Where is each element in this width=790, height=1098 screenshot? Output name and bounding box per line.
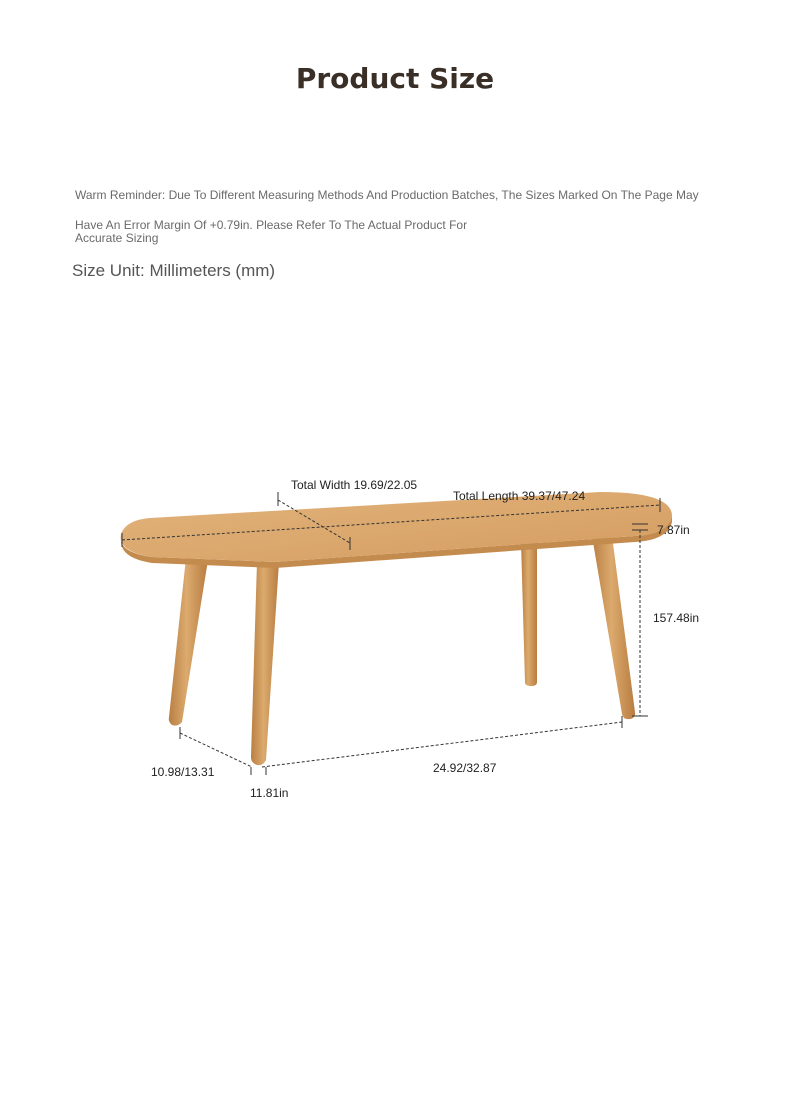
table-leg-front-left (169, 558, 208, 726)
warm-reminder-line-1: Warm Reminder: Due To Different Measuring Methods And Production Batches, The Sizes Marked On The Page May (75, 188, 699, 202)
total-length-label: Total Length 39.37/47.24 (453, 489, 586, 503)
leg-span-length-label: 24.92/32.87 (433, 761, 497, 775)
leg-span-depth-label: 10.98/13.31 (151, 765, 215, 779)
top-thickness-label: 7.87in (657, 523, 690, 537)
table-leg-back-right (521, 542, 537, 686)
size-unit-label: Size Unit: Millimeters (mm) (72, 261, 276, 280)
total-width-label: Total Width 19.69/22.05 (291, 478, 418, 492)
page-title: Product Size (295, 62, 495, 95)
table-top-surface (121, 492, 672, 562)
table-leg-front-center (251, 562, 279, 765)
height-label: 157.48in (653, 611, 700, 625)
warm-reminder-line-2: Have An Error Margin Of +0.79in. Please Refer To The Actual Product For Accurate Sizing (75, 218, 468, 245)
leg-diameter-label: 11.81in (250, 786, 289, 800)
table-leg-front-right (592, 536, 635, 719)
